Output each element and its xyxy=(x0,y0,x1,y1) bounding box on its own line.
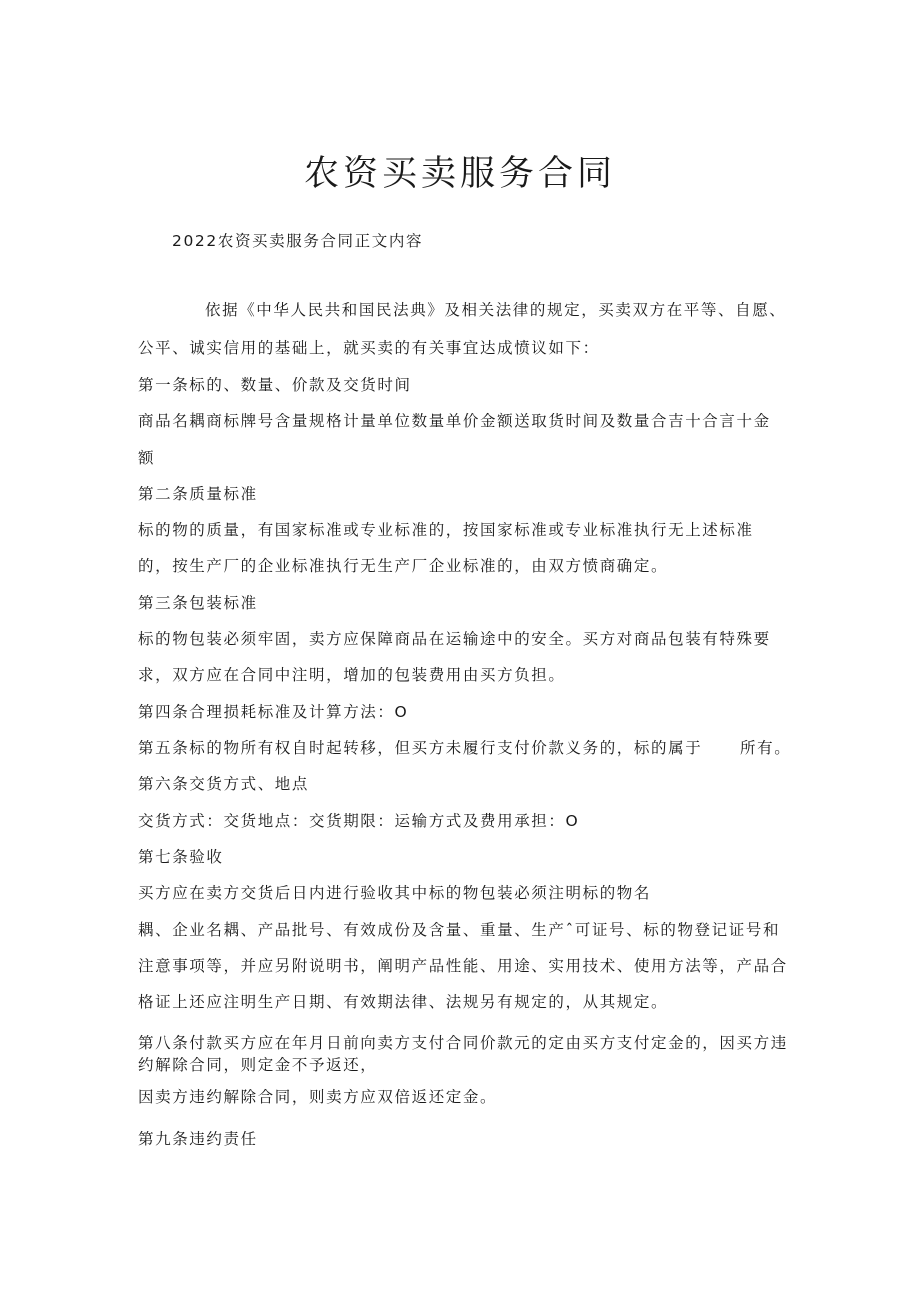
article-1-table-header: 商品名耦商标牌号含量规格计量单位数量单价金额送取货时间及数量合吉十合言十金 xyxy=(138,412,771,430)
article-8-text-2: 约解除合同，则定金不予返还， xyxy=(138,1056,378,1074)
article-5-text: 第五条标的物所有权自时起转移，但买方未履行支付价款义务的，标的属于 xyxy=(138,739,703,757)
article-5-owner-tail: 所有。 xyxy=(740,739,792,757)
article-2-text-2: 的，按生产厂的企业标准执行无生产厂企业标准的，由双方愤商确定。 xyxy=(138,557,669,575)
article-9-heading: 第九条违约责任 xyxy=(138,1130,258,1148)
article-7-text-3: 注意事项等，并应另附说明书，阐明产品性能、用途、实用技术、使用方法等，产品合 xyxy=(138,957,788,975)
document-subtitle: 2022农资买卖服务合同正文内容 xyxy=(172,232,424,250)
article-7-text-4: 格证上还应注明生产日期、有效期法律、法规另有规定的，从其规定。 xyxy=(138,993,669,1011)
article-7-text-1: 买方应在卖方交货后日内进行验收其中标的物包装必须注明标的物名 xyxy=(138,884,652,902)
article-8-text-1: 第八条付款买方应在年月日前向卖方支付合同价款元的定由买方支付定金的，因买方违 xyxy=(138,1034,788,1052)
article-1-heading: 第一条标的、数量、价款及交货时间 xyxy=(138,376,412,394)
document-title: 农资买卖服务合同 xyxy=(303,154,616,194)
article-8-text-3: 因卖方违约解除合同，则卖方应双倍返还定金。 xyxy=(138,1088,498,1106)
article-1-table-header-cont: 额 xyxy=(138,449,156,467)
article-2-text-1: 标的物的质量，有国家标准或专业标准的，按国家标准或专业标准执行无上述标准 xyxy=(138,521,754,539)
article-3-text-2: 求，双方应在合同中注明，增加的包装费用由买方负担。 xyxy=(138,666,566,684)
preamble-line-2: 公平、诚实信用的基础上，就买卖的有关事宜达成愤议如下： xyxy=(138,339,600,357)
preamble-line-1: 依据《中华人民共和国民法典》及相关法律的规定，买卖双方在平等、自愿、 xyxy=(205,301,787,319)
article-3-text-1: 标的物包装必须牢固，卖方应保障商品在运输途中的安全。买方对商品包装有特殊要 xyxy=(138,630,771,648)
article-6-text: 交货方式：交货地点：交货期限：运输方式及费用承担：O xyxy=(138,812,580,830)
article-3-heading: 第三条包装标准 xyxy=(138,594,258,612)
article-4-heading: 第四条合理损耗标准及计算方法：O xyxy=(138,703,409,721)
article-7-heading: 第七条验收 xyxy=(138,848,224,866)
article-6-heading: 第六条交货方式、地点 xyxy=(138,775,310,793)
article-7-text-2: 耦、企业名耦、产品批号、有效成份及含量、重量、生产ˆ可证号、标的物登记证号和 xyxy=(138,921,781,939)
article-2-heading: 第二条质量标准 xyxy=(138,485,258,503)
